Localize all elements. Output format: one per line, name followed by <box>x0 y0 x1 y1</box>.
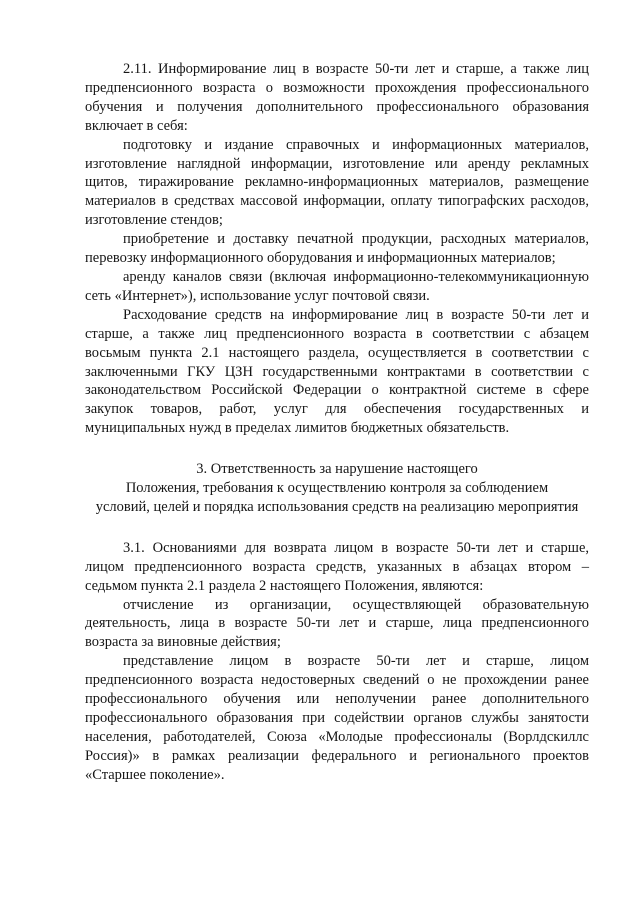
section-3-heading <box>85 460 589 517</box>
heading-line-1: 3. Ответственность за нарушение настоящего <box>196 461 478 478</box>
list-item-communication-rent: аренду каналов связи (включая информационно-телекоммуникационную сеть «Интернет»), использование услуг почтовой связи. <box>85 268 589 304</box>
list-item-false-information: представление лицом в возрасте 50-ти лет и старше, лицом предпенсионного возраста недостоверных сведений о не прохождении ранее профессионального обучения или неполучении ранее дополнительного профессионального образования при содействии органов службы занятости населения, работодателей, Союза «Молодые профессионалы (Ворлдскиллс Россия)» в рамках реализации федерального и регионального проектов «Старшее поколение». <box>85 653 589 783</box>
document-page <box>85 60 589 785</box>
section-spacer <box>85 438 589 460</box>
section-spacer <box>85 517 589 539</box>
paragraph-3-1: 3.1. Основаниями для возврата лицом в возрасте 50-ти лет и старше, лицом предпенсионного возраста средств, указанных в абзацах втором – седьмом пункта 2.1 раздела 2 настоящего Положения, являются: <box>85 539 589 594</box>
paragraph-spending: Расходование средств на информирование лиц в возрасте 50-ти лет и старше, а также лиц предпенсионного возраста в соответствии с абзацем восьмым пункта 2.1 настоящего раздела, осуществляется в соответствии с заключенными ГКУ ЦЗН государственными контрактами в соответствии с законодательством Российской Федерации о контрактной системе в сфере закупок товаров, работ, услуг для обеспечения государственных и муниципальных нужд в пределах лимитов бюджетных обязательств. <box>85 306 589 437</box>
heading-line-2: Положения, требования к осуществлению контроля за соблюдением <box>125 480 549 497</box>
list-item-printing-materials: подготовку и издание справочных и информационных материалов, изготовление наглядной информации, изготовление или аренду рекламных щитов, тиражирование рекламно-информационных материалов, размещение материалов в средствах массовой информации, оплату типографских расходов, изготовление стендов; <box>85 136 589 229</box>
list-item-expulsion: отчисление из организации, осуществляющей образовательную деятельность, лица в возрасте 50-ти лет и старше, лица предпенсионного возраста за виновные действия; <box>85 596 589 651</box>
heading-line-3: условий, целей и порядка использования средств на реализацию мероприятия <box>95 498 579 515</box>
list-item-delivery: приобретение и доставку печатной продукции, расходных материалов, перевозку информационного оборудования и информационных материалов; <box>85 231 589 267</box>
paragraph-2-11: 2.11. Информирование лиц в возрасте 50-ти лет и старше, а также лиц предпенсионного возраста о возможности прохождения профессионального обучения и получения дополнительного профессионального образования включает в себя: <box>85 61 589 134</box>
